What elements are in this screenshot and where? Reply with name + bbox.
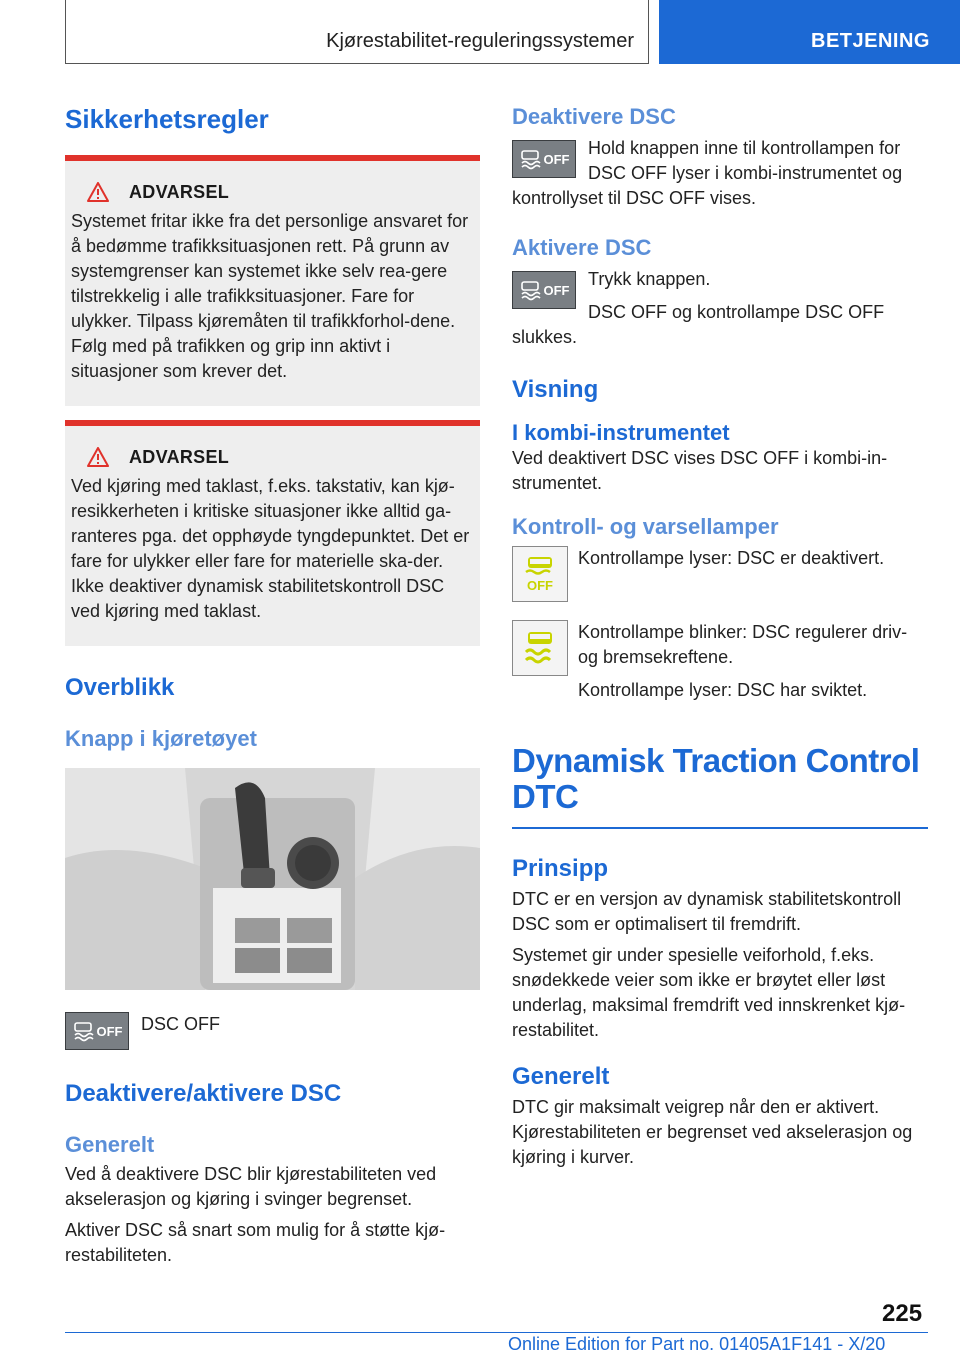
- heading-rule: [512, 827, 928, 829]
- dsc-off-button-icon: [512, 140, 576, 178]
- warning-text: Systemet fritar ikke fra det personlige ansvaret for å bedømme trafikksituasjonen rett. På grunn av systemgrenser kan systemet ikke selv rea-gere tilstrekkelig i alle trafikksituasjoner. Fare for ulykker. Tilpass kjøremåten til trafikkforhol-dene. Følg med på trafikken og grip inn aktivt i situasjoner som krever det.: [71, 211, 469, 381]
- activate-dsc-result: DSC OFF og kontrollampe DSC OFF slukkes.: [512, 302, 885, 347]
- dsc-off-indicator-icon: [520, 554, 560, 594]
- general-paragraph: Aktiver DSC så snart som mulig for å støtte kjø-restabiliteten.: [65, 1220, 446, 1265]
- center-console-image: [65, 768, 480, 990]
- dsc-indicator-icon: [520, 628, 560, 668]
- warning-text: Ved kjøring med taklast, f.eks. takstativ, kan kjø-resikkerheten i kritiske situasjoner ikke alltid ga-ranteres pga. det opphøyde tyngdepunktet. Det er fare for ulykker eller fare for materielle ska-der. Ikke deaktiver dynamisk stabilitetskontroll DSC ved kjøring med taklast.: [71, 476, 470, 621]
- warning-triangle-icon: [87, 447, 109, 467]
- dsc-off-button-icon: [512, 271, 576, 309]
- general-heading: Generelt: [512, 1063, 610, 1090]
- car-skid-icon: [72, 1020, 94, 1042]
- deactivate-dsc-heading: Deaktivere DSC: [512, 104, 676, 129]
- general-text: DTC gir maksimalt veigrep når den er aktivert. Kjørestabiliteten er begrenset ved akselerasjon og kjøring i kurver.: [512, 1097, 913, 1167]
- principle-paragraph: DTC er en versjon av dynamisk stabilitetskontroll DSC som er optimalisert til fremdrift.: [512, 889, 902, 934]
- left-column: [65, 100, 480, 1268]
- off-label: OFF: [96, 1023, 123, 1039]
- overview-heading: Overblikk: [65, 674, 175, 701]
- dsc-off-button-icon: [65, 1012, 129, 1050]
- lamps-heading: Kontroll- og varsellamper: [512, 514, 779, 539]
- off-label: OFF: [543, 151, 570, 167]
- combi-text: Ved deaktivert DSC vises DSC OFF i kombi-in-strumentet.: [512, 448, 888, 493]
- car-skid-icon: [519, 148, 541, 170]
- principle-heading: Prinsipp: [512, 855, 609, 882]
- header-section-box: [659, 0, 960, 64]
- car-skid-icon: [519, 279, 541, 301]
- off-label: OFF: [543, 282, 570, 298]
- combi-heading: I kombi-instrumentet: [512, 420, 730, 445]
- button-heading: Knapp i kjøretøyet: [65, 726, 257, 751]
- page-number: 225: [882, 1300, 923, 1327]
- warning-label: ADVARSEL: [129, 446, 230, 467]
- activate-dsc-heading: Aktivere DSC: [512, 235, 652, 260]
- deactivate-activate-heading: Deaktivere/aktivere DSC: [65, 1080, 342, 1107]
- warning-box: [65, 155, 480, 406]
- safety-heading: Sikkerhetsregler: [65, 104, 269, 134]
- section-title: BETJENING: [811, 30, 930, 52]
- dtc-heading: Dynamisk Traction Control DTC: [512, 742, 920, 815]
- center-console-photo: [65, 768, 480, 990]
- general-heading: Generelt: [65, 1132, 155, 1157]
- dsc-lamp-icon: [512, 620, 568, 676]
- header-title-box: [65, 0, 649, 64]
- display-heading: Visning: [512, 376, 599, 403]
- lamp-off-label: OFF: [527, 578, 553, 593]
- principle-paragraph: Systemet gir under spesielle veiforhold, f.eks. snødekkede veier som ikke er brøytet eller løst underlag, maksimal fremdrift ved innskrenket kjø-restabilitet.: [512, 945, 906, 1040]
- right-column: [512, 104, 928, 1170]
- dsc-off-lamp-icon: [512, 546, 568, 602]
- footer-rule: [65, 1332, 928, 1333]
- lamp2-text-fault: Kontrollampe lyser: DSC har sviktet.: [578, 680, 868, 700]
- general-paragraph: Ved å deaktivere DSC blir kjørestabiliteten ved akselerasjon og kjøring i svinger begrenset.: [65, 1164, 437, 1209]
- warning-box: [65, 420, 480, 646]
- footer-edition: Online Edition for Part no. 01405A1F141 - X/20: [508, 1334, 886, 1354]
- dsc-off-caption: DSC OFF: [141, 1014, 220, 1034]
- warning-triangle-icon: [87, 182, 109, 202]
- lamp1-text: Kontrollampe lyser: DSC er deaktivert.: [578, 548, 885, 568]
- lamp2-text: Kontrollampe blinker: DSC regulerer driv- og bremsekreftene.: [578, 622, 908, 667]
- warning-label: ADVARSEL: [129, 181, 230, 202]
- deactivate-dsc-text: Hold knappen inne til kontrollampen for DSC OFF lyser i kombi-instrumentet og kontrollyset til DSC OFF vises.: [512, 138, 903, 208]
- chapter-title: Kjørestabilitet-reguleringssystemer: [326, 30, 634, 52]
- activate-dsc-step: Trykk knappen.: [588, 269, 711, 289]
